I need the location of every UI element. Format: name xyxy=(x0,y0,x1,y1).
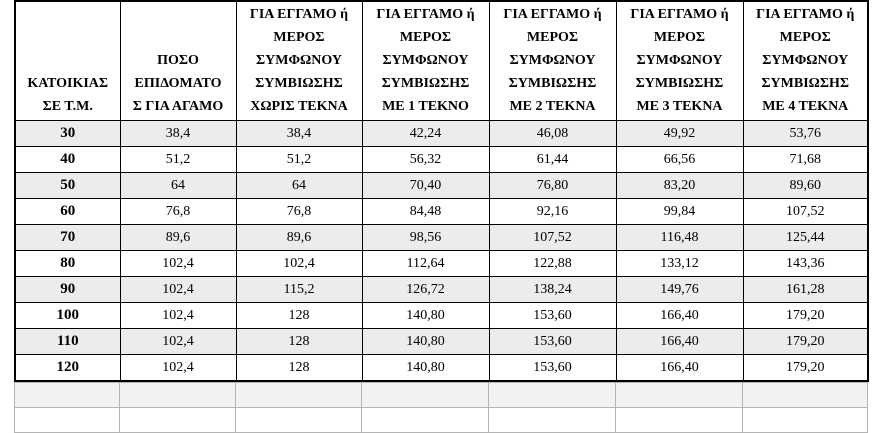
amount-cell: 166,40 xyxy=(616,303,743,329)
column-header xyxy=(236,1,362,121)
table-wrapper xyxy=(14,0,869,433)
amount-cell: 83,20 xyxy=(616,173,743,199)
amount-cell: 153,60 xyxy=(489,355,616,382)
amount-cell: 107,52 xyxy=(489,225,616,251)
amount-cell: 149,76 xyxy=(616,277,743,303)
empty-cell xyxy=(236,408,362,433)
area-cell: 110 xyxy=(15,329,120,355)
table-row xyxy=(15,225,868,251)
amount-cell: 98,56 xyxy=(362,225,489,251)
amount-cell: 128 xyxy=(236,303,362,329)
amount-cell: 64 xyxy=(236,173,362,199)
area-cell: 60 xyxy=(15,199,120,225)
header-line: ΣΕ Τ.Μ. xyxy=(42,99,93,114)
header-row xyxy=(15,1,868,121)
amount-cell: 115,2 xyxy=(236,277,362,303)
header-line: ΜΕ 1 ΤΕΚΝΟ xyxy=(382,99,469,114)
header-line: ΣΥΜΦΩΝΟΥ xyxy=(255,53,343,68)
amount-cell: 49,92 xyxy=(616,121,743,147)
area-cell: 80 xyxy=(15,251,120,277)
amount-cell: 102,4 xyxy=(120,355,236,382)
amount-cell: 138,24 xyxy=(489,277,616,303)
amount-cell: 143,36 xyxy=(743,251,868,277)
empty-row xyxy=(15,383,868,408)
empty-cell xyxy=(120,383,236,408)
amount-cell: 133,12 xyxy=(616,251,743,277)
amount-cell: 161,28 xyxy=(743,277,868,303)
table-row xyxy=(15,173,868,199)
header-line: ΣΥΜΒΙΩΣΗΣ xyxy=(255,76,343,91)
area-cell: 40 xyxy=(15,147,120,173)
amount-cell: 140,80 xyxy=(362,303,489,329)
amount-cell: 102,4 xyxy=(120,303,236,329)
header-line: ΜΕ 2 ΤΕΚΝΑ xyxy=(509,99,596,114)
header-line: ΣΥΜΦΩΝΟΥ xyxy=(382,53,469,68)
empty-cell xyxy=(236,383,362,408)
area-cell: 50 xyxy=(15,173,120,199)
amount-cell: 89,6 xyxy=(120,225,236,251)
amount-cell: 140,80 xyxy=(362,355,489,382)
table-row xyxy=(15,147,868,173)
column-header xyxy=(120,1,236,121)
empty-cell xyxy=(15,408,120,433)
amount-cell: 70,40 xyxy=(362,173,489,199)
header-line: ΣΥΜΦΩΝΟΥ xyxy=(636,53,723,68)
amount-cell: 112,64 xyxy=(362,251,489,277)
empty-cell xyxy=(616,408,743,433)
table-row xyxy=(15,303,868,329)
table-row xyxy=(15,329,868,355)
amount-cell: 76,80 xyxy=(489,173,616,199)
table-row xyxy=(15,251,868,277)
table-row xyxy=(15,199,868,225)
table-row xyxy=(15,121,868,147)
header-line: ΜΕΡΟΣ xyxy=(526,30,579,45)
empty-row xyxy=(15,408,868,433)
empty-cell xyxy=(120,408,236,433)
header-line: ΣΥΜΦΩΝΟΥ xyxy=(509,53,596,68)
amount-cell: 166,40 xyxy=(616,355,743,382)
amount-cell: 89,60 xyxy=(743,173,868,199)
amount-cell: 140,80 xyxy=(362,329,489,355)
header-line: ΣΥΜΒΙΩΣΗΣ xyxy=(761,76,850,91)
header-line: ΠΟΣΟ xyxy=(157,53,199,68)
amount-cell: 153,60 xyxy=(489,303,616,329)
area-cell: 120 xyxy=(15,355,120,382)
header-line: ΕΠΙΔΟΜΑΤΟ xyxy=(134,76,222,91)
empty-cell xyxy=(362,383,489,408)
table-row xyxy=(15,277,868,303)
header-line: ΜΕΡΟΣ xyxy=(653,30,706,45)
amount-cell: 166,40 xyxy=(616,329,743,355)
amount-cell: 107,52 xyxy=(743,199,868,225)
header-line: ΜΕ 3 ΤΕΚΝΑ xyxy=(636,99,723,114)
amount-cell: 122,88 xyxy=(489,251,616,277)
empty-rows xyxy=(14,382,868,433)
column-header xyxy=(15,1,120,121)
amount-cell: 102,4 xyxy=(120,277,236,303)
header-line: ΣΥΜΒΙΩΣΗΣ xyxy=(508,76,597,91)
amount-cell: 53,76 xyxy=(743,121,868,147)
area-cell: 30 xyxy=(15,121,120,147)
amount-cell: 89,6 xyxy=(236,225,362,251)
amount-cell: 66,56 xyxy=(616,147,743,173)
header-line: ΓΙΑ ΕΓΓΑΜΟ ή xyxy=(376,7,475,22)
area-cell: 70 xyxy=(15,225,120,251)
header-line: ΓΙΑ ΕΓΓΑΜΟ ή xyxy=(249,7,349,22)
amount-cell: 56,32 xyxy=(362,147,489,173)
amount-cell: 153,60 xyxy=(489,329,616,355)
amount-cell: 128 xyxy=(236,329,362,355)
amount-cell: 84,48 xyxy=(362,199,489,225)
amount-cell: 42,24 xyxy=(362,121,489,147)
amount-cell: 126,72 xyxy=(362,277,489,303)
amount-cell: 71,68 xyxy=(743,147,868,173)
amount-cell: 51,2 xyxy=(120,147,236,173)
column-header xyxy=(362,1,489,121)
empty-cell xyxy=(362,408,489,433)
column-header xyxy=(743,1,868,121)
amount-cell: 64 xyxy=(120,173,236,199)
amount-cell: 99,84 xyxy=(616,199,743,225)
amount-cell: 61,44 xyxy=(489,147,616,173)
amount-cell: 46,08 xyxy=(489,121,616,147)
empty-cell xyxy=(15,383,120,408)
amount-cell: 38,4 xyxy=(236,121,362,147)
header-line: ΜΕΡΟΣ xyxy=(399,30,452,45)
header-line: ΣΥΜΒΙΩΣΗΣ xyxy=(635,76,724,91)
amount-cell: 179,20 xyxy=(743,355,868,382)
amount-cell: 38,4 xyxy=(120,121,236,147)
table-body xyxy=(15,121,868,382)
amount-cell: 51,2 xyxy=(236,147,362,173)
empty-cell xyxy=(743,383,868,408)
amount-cell: 92,16 xyxy=(489,199,616,225)
amount-cell: 102,4 xyxy=(120,329,236,355)
header-line: ΜΕΡΟΣ xyxy=(273,30,325,45)
amount-cell: 102,4 xyxy=(120,251,236,277)
subsidy-table xyxy=(14,0,869,382)
area-cell: 100 xyxy=(15,303,120,329)
amount-cell: 76,8 xyxy=(120,199,236,225)
header-line: ΜΕ 4 ΤΕΚΝΑ xyxy=(762,99,849,114)
header-line: ΧΩΡΙΣ ΤΕΚΝΑ xyxy=(250,99,348,114)
header-line: Σ ΓΙΑ ΑΓΑΜΟ xyxy=(132,99,224,114)
header-line: ΣΥΜΒΙΩΣΗΣ xyxy=(381,76,470,91)
header-line: ΓΙΑ ΕΓΓΑΜΟ ή xyxy=(630,7,729,22)
amount-cell: 128 xyxy=(236,355,362,382)
amount-cell: 102,4 xyxy=(236,251,362,277)
empty-cell xyxy=(489,383,616,408)
empty-cell xyxy=(489,408,616,433)
header-line: ΓΙΑ ΕΓΓΑΜΟ ή xyxy=(503,7,602,22)
column-header xyxy=(489,1,616,121)
area-cell: 90 xyxy=(15,277,120,303)
header-line: ΓΙΑ ΕΓΓΑΜΟ ή xyxy=(756,7,855,22)
header-line: ΜΕΡΟΣ xyxy=(779,30,831,45)
amount-cell: 125,44 xyxy=(743,225,868,251)
header-line: ΣΥΜΦΩΝΟΥ xyxy=(762,53,849,68)
empty-cell xyxy=(616,383,743,408)
amount-cell: 179,20 xyxy=(743,329,868,355)
column-header xyxy=(616,1,743,121)
amount-cell: 116,48 xyxy=(616,225,743,251)
amount-cell: 179,20 xyxy=(743,303,868,329)
empty-cell xyxy=(743,408,868,433)
amount-cell: 76,8 xyxy=(236,199,362,225)
table-row xyxy=(15,355,868,382)
header-line: ΚΑΤΟΙΚΙΑΣ xyxy=(27,76,109,91)
